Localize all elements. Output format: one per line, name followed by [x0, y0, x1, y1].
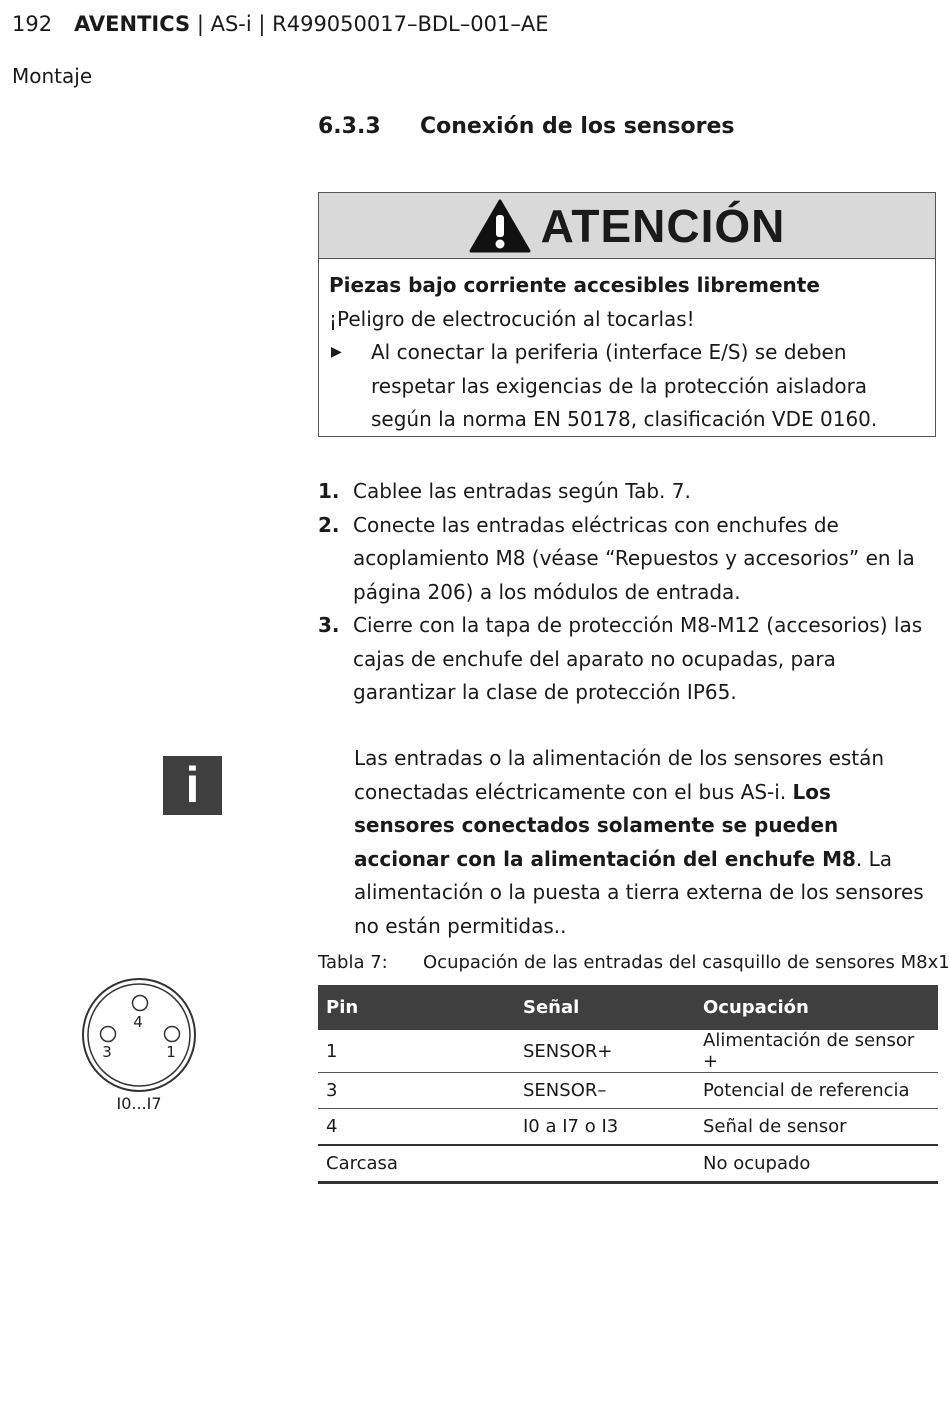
warning-body	[319, 259, 935, 437]
m8-connector-diagram	[80, 975, 200, 1095]
step-number: 1.	[318, 479, 340, 503]
step-text: Conecte las entradas eléctricas con enchufes de acoplamiento M8 (véase “Repuestos y accesorios” en la página 206) a los módulos de entrada.	[353, 512, 915, 604]
warning-subtitle: ¡Peligro de electrocución al tocarlas!	[329, 306, 695, 331]
section-number: 6.3.3	[318, 114, 381, 139]
section-heading	[318, 114, 735, 139]
step-item	[318, 509, 938, 610]
table-cell: Alimentación de sensor +	[695, 1030, 938, 1073]
warning-label: ATENCIÓN	[540, 199, 786, 252]
table-cell	[515, 1145, 695, 1183]
table-cell: Señal de sensor	[695, 1109, 938, 1146]
section-title: Conexión de los sensores	[420, 114, 735, 139]
table-cell: 1	[318, 1030, 515, 1073]
step-number: 2.	[318, 512, 340, 537]
warning-title: Piezas bajo corriente accesibles libremente	[329, 273, 820, 297]
table-cell: I0 a I7 o I3	[515, 1109, 695, 1146]
connector-label: I0...I7	[116, 1094, 162, 1113]
table-caption	[318, 952, 950, 973]
pin-1-contact	[165, 1027, 180, 1042]
table-cell: Carcasa	[318, 1145, 515, 1183]
step-item	[318, 475, 938, 509]
table-caption-number: Tabla 7:	[318, 952, 388, 973]
table-row	[318, 1109, 938, 1146]
section-label: Montaje	[12, 64, 93, 88]
pin-1-label: 1	[166, 1043, 176, 1061]
info-note	[354, 742, 938, 943]
running-header	[12, 12, 548, 36]
pin-3-contact	[101, 1027, 116, 1042]
warning-bullet-text: Al conectar la periferia (interface E/S) se deben respetar las exigencias de la protección aisladora según la norma EN 50178, clasificación VDE 0160.	[371, 340, 878, 431]
step-item	[318, 609, 938, 710]
info-text-bold: Los sensores conectados solamente se pueden accionar con la alimentación del enchufe M8	[354, 779, 856, 871]
pin-4-contact	[133, 996, 148, 1011]
column-header: Pin	[318, 985, 515, 1030]
step-text: Cablee las entradas según Tab. 7.	[353, 479, 691, 503]
table-cell: 4	[318, 1109, 515, 1146]
pin-assignment-table	[318, 985, 938, 1184]
page-number: 192	[12, 12, 53, 36]
column-header: Señal	[515, 985, 695, 1030]
step-list	[318, 475, 938, 710]
info-icon: i	[163, 756, 222, 815]
warning-box	[318, 192, 936, 437]
table-cell: Potencial de referencia	[695, 1073, 938, 1109]
column-header: Ocupación	[695, 985, 938, 1030]
step-text: Cierre con la tapa de protección M8-M12 (accesorios) las cajas de enchufe del aparato no ocupadas, para garantizar la clase de protección IP65.	[353, 613, 923, 704]
brand-name: AVENTICS	[74, 12, 191, 36]
info-text-part2: . La alimentación o la puesta a tierra externa de los sensores no están permitidas..	[354, 846, 924, 938]
table-cell: 3	[318, 1073, 515, 1109]
warning-bullet	[329, 336, 925, 437]
step-number: 3.	[318, 613, 340, 637]
table-row	[318, 1145, 938, 1183]
warning-triangle-icon	[469, 199, 531, 253]
table-header-row	[318, 985, 938, 1030]
table-caption-text: Ocupación de las entradas del casquillo de sensores M8x1	[423, 952, 950, 973]
table-cell: No ocupado	[695, 1145, 938, 1183]
pin-4-label: 4	[133, 1013, 143, 1031]
table-row	[318, 1030, 938, 1073]
table-cell: SENSOR+	[515, 1030, 695, 1073]
info-text-part1: Las entradas o la alimentación de los sensores están conectadas eléctricamente con el bus AS-i.	[354, 746, 885, 804]
document-id: | AS-i | R499050017–BDL–001–AE	[190, 12, 549, 36]
table-row	[318, 1073, 938, 1109]
table-cell: SENSOR–	[515, 1073, 695, 1109]
warning-header	[319, 193, 935, 259]
bullet-arrow-icon: ▶	[331, 344, 342, 360]
pin-3-label: 3	[102, 1043, 112, 1061]
